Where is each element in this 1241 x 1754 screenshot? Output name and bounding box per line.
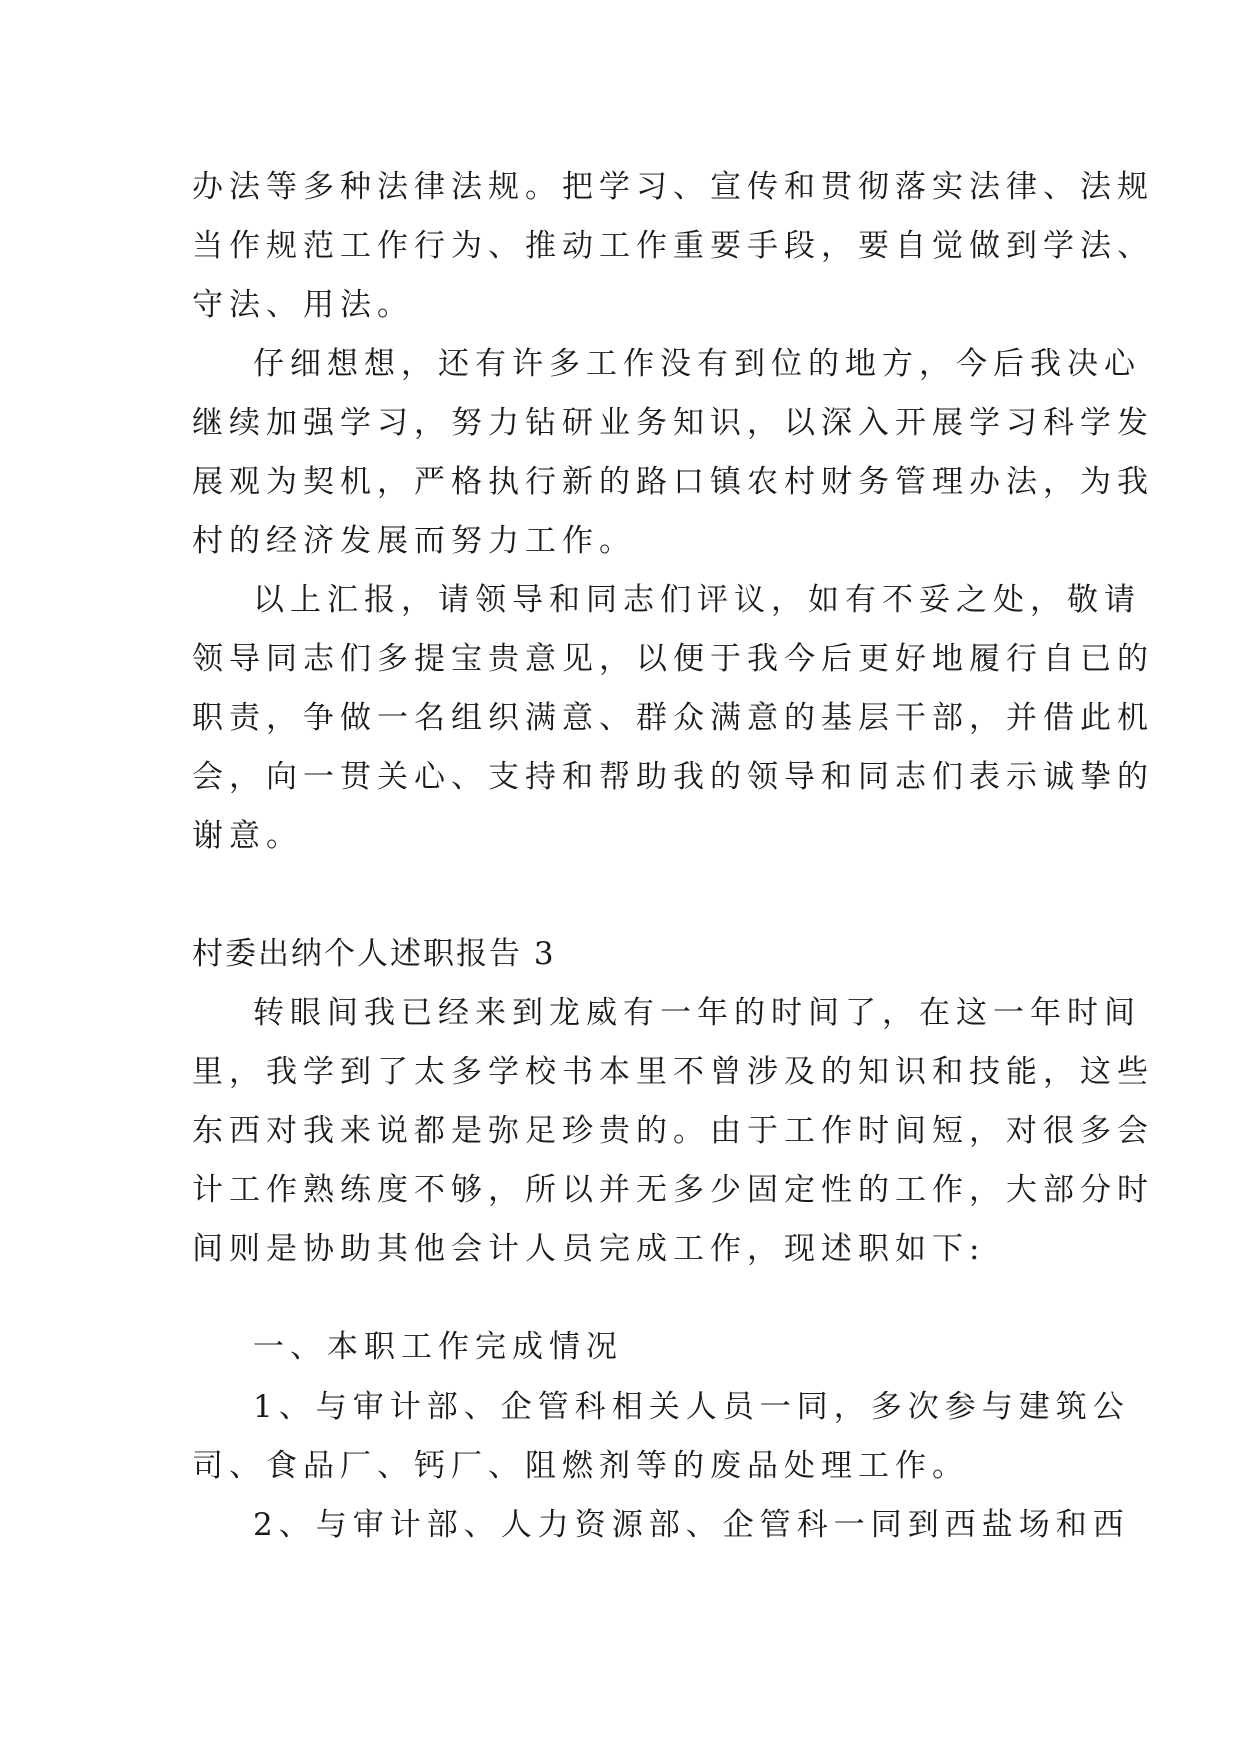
text-line: 计工作熟练度不够，所以并无多少固定性的工作，大部分时 <box>192 1172 1154 1208</box>
paragraph-start: 转眼间我已经来到龙威有一年的时间了，在这一年时间 <box>253 995 1141 1031</box>
text-line: 村的经济发展而努力工作。 <box>192 523 636 559</box>
paragraph-start: 以上汇报，请领导和同志们评议，如有不妥之处，敬请 <box>253 582 1141 618</box>
text-line: 里，我学到了太多学校书本里不曾涉及的知识和技能，这些 <box>192 1054 1154 1090</box>
subsection-heading: 一、本职工作完成情况 <box>253 1329 623 1365</box>
paragraph-start: 2、与审计部、人力资源部、企管科一同到西盐场和西 <box>253 1507 1130 1543</box>
text-line: 东西对我来说都是弥足珍贵的。由于工作时间短，对很多会 <box>192 1113 1154 1149</box>
text-line: 职责，争做一名组织满意、群众满意的基层干部，并借此机 <box>192 700 1154 736</box>
text-line: 领导同志们多提宝贵意见，以便于我今后更好地履行自已的 <box>192 641 1154 677</box>
text-line: 继续加强学习，努力钻研业务知识，以深入开展学习科学发 <box>192 405 1154 441</box>
text-line: 司、食品厂、钙厂、阻燃剂等的废品处理工作。 <box>192 1448 969 1484</box>
section-heading: 村委出纳个人述职报告 3 <box>192 936 556 972</box>
paragraph-start: 1、与审计部、企管科相关人员一同，多次参与建筑公 <box>253 1389 1130 1425</box>
text-line: 谢意。 <box>192 818 303 854</box>
text-line: 展观为契机，严格执行新的路口镇农村财务管理办法，为我 <box>192 464 1154 500</box>
text-line: 会，向一贯关心、支持和帮助我的领导和同志们表示诚挚的 <box>192 759 1154 795</box>
paragraph-start: 仔细想想，还有许多工作没有到位的地方，今后我决心 <box>253 346 1141 382</box>
text-line: 间则是协助其他会计人员完成工作，现述职如下: <box>192 1231 986 1267</box>
text-line: 守法、用法。 <box>192 287 414 323</box>
text-line: 办法等多种法律法规。把学习、宣传和贯彻落实法律、法规 <box>192 169 1154 205</box>
text-line: 当作规范工作行为、推动工作重要手段，要自觉做到学法、 <box>192 228 1154 264</box>
